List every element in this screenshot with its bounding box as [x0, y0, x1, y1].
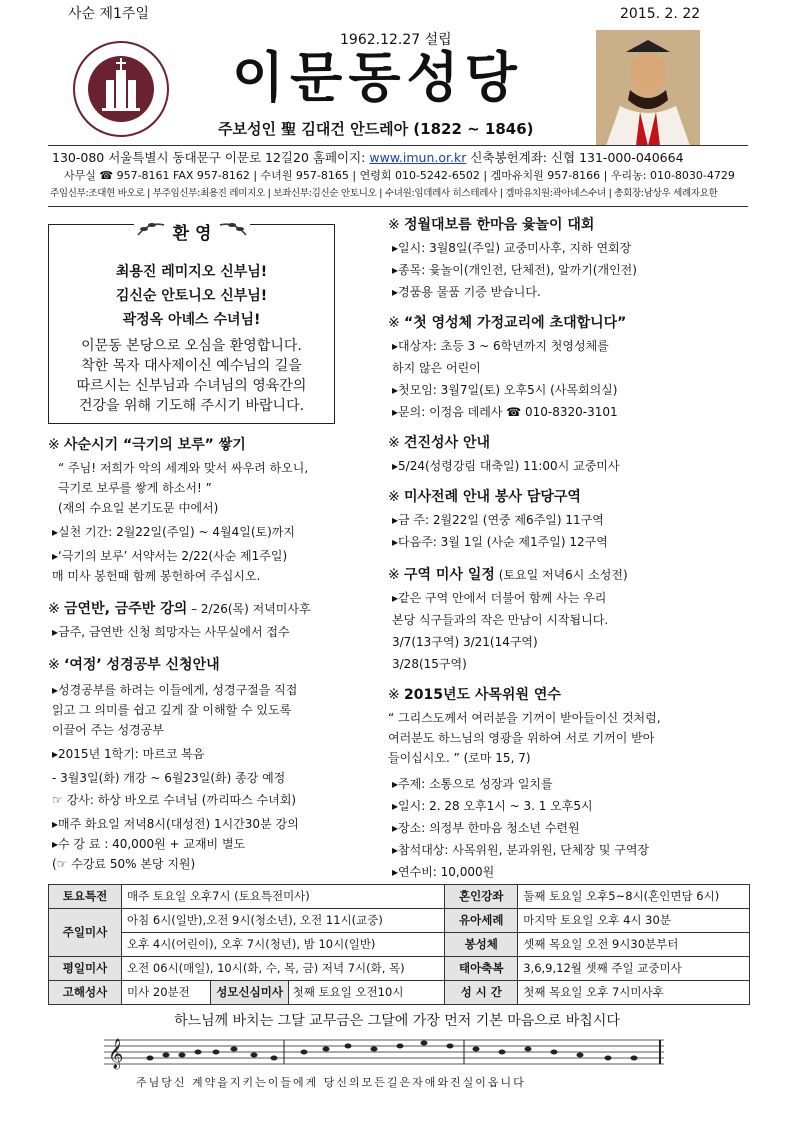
- lent-line-5: ▸‘극기의 보루’ 서약서는 2/22(사순 제1주일): [52, 549, 288, 563]
- welcome-body-2: 착한 목자 대사제이신 예수님의 길을: [81, 358, 302, 374]
- table-label: 성모신심미사: [211, 981, 289, 1004]
- district-line-1: ▸같은 구역 안에서 더불어 함께 사는 우리: [392, 591, 607, 605]
- table-cell: 성 시 간: [445, 981, 518, 1005]
- bible-line-9: (☞ 수강료 50% 본당 지원): [52, 857, 196, 871]
- tithe-motto: 하느님께 바치는 그달 교무금은 그달에 가장 먼저 기본 마음으로 바칩시다: [174, 1013, 620, 1029]
- address: 130-080 서울특별시 동대문구 이문로 12길20 홈페이지:: [52, 150, 370, 165]
- district-line-3: 3/7(13구역) 3/21(14구역): [392, 635, 538, 649]
- council-line-7: ▸참석대상: 사목위원, 분과위원, 단체장 및 구역장: [392, 843, 650, 857]
- table-row: [49, 933, 750, 957]
- confirmation-line-1: ▸5/24(성령강림 대축일) 11:00시 교중미사: [392, 459, 620, 473]
- table-row: [49, 957, 750, 981]
- asterisk-icon: ※: [388, 489, 400, 505]
- table-cell: 매주 토요일 오후7시 (토요특전미사): [122, 885, 445, 909]
- yut-line-3: ▸경품용 물품 기증 받습니다.: [392, 285, 541, 299]
- table-cell: 3,6,9,12월 셋째 주일 교중미사: [518, 957, 750, 981]
- table-cell: 혼인강좌: [445, 885, 518, 909]
- logo-text: [72, 40, 73, 41]
- council-training-title: ※ 2015년도 사목위원 연수: [388, 687, 561, 703]
- table-value: 첫째 토요일 오전10시: [292, 985, 404, 999]
- council-line-1: “ 그리스도께서 여러분을 기꺼이 받아들이신 것처럼,: [388, 711, 661, 725]
- table-cell: 둘째 토요일 오후5~8시(혼인면담 6시): [518, 885, 750, 909]
- district-line-4: 3/28(15구역): [392, 657, 467, 671]
- bible-line-2: 읽고 그 의미를 쉽고 깊게 잘 이해할 수 있도록: [52, 703, 292, 717]
- district-line-2: 본당 식구들과의 작은 만남이 시작됩니다.: [392, 613, 609, 627]
- asterisk-icon: ※: [48, 601, 60, 617]
- phone-line: 사무실 ☎ 957-8161 FAX 957-8162 | 수녀원 957-8165 | 연령회 010-5242-6502 | 겜마유치원 957-8166 | 우리농: 010-8030-4729: [64, 169, 735, 182]
- bible-line-1: ▸성경공부를 하려는 이들에게, 성경구절을 직접: [52, 683, 298, 697]
- table-cell: 미사 20분전: [122, 981, 211, 1005]
- liturgy-line-2: ▸다음주: 3월 1일 (사순 제1주일) 12구역: [392, 535, 608, 549]
- staff-line: 주임신부:조대현 바오로 | 부주임신부:최용진 레미지오 | 보좌신부:김신순 안토니오 | 수녀원:임데레사 히스테레사 | 겜마유치원:곽아녜스수녀 | 총회장:남상우 세례자요한: [50, 188, 718, 199]
- council-line-6: ▸장소: 의정부 한마음 청소년 수련원: [392, 821, 580, 835]
- council-line-2: 여러분도 하느님의 영광을 위하여 서로 기꺼이 받아: [388, 731, 655, 745]
- bible-line-7: ▸매주 화요일 저녁8시(대성전) 1시간30분 강의: [52, 817, 299, 831]
- table-cell: 유아세례: [445, 909, 518, 933]
- communion-line-1: ▸대상자: 초등 3 ~ 6학년까지 첫영성체를: [392, 339, 609, 353]
- lent-line-3: (재의 수요일 본기도문 中에서): [58, 501, 219, 515]
- welcome-body-4: 건강을 위해 기도해 주시기 바랍니다.: [78, 398, 305, 414]
- mass-schedule-table: [48, 884, 750, 1005]
- patron-portrait: [596, 30, 700, 146]
- asterisk-icon: ※: [388, 315, 400, 331]
- issue-date: 2015. 2. 22: [620, 6, 701, 22]
- communion-title: ※ “첫 영성체 가정교리에 초대합니다”: [388, 315, 627, 331]
- welcome-banner: [134, 215, 250, 245]
- table-row: [49, 885, 750, 909]
- asterisk-icon: ※: [388, 435, 400, 451]
- table-cell: 평일미사: [49, 957, 122, 981]
- bible-study-title: ※ ‘여정’ 성경공부 신청안내: [48, 657, 220, 673]
- council-line-4: ▸주제: 소통으로 성장과 일치를: [392, 777, 553, 791]
- hymn-lyrics: 주님당신 계약을지키는이들에게 당신의모든길은자애와진실이옵니다: [136, 1076, 526, 1089]
- table-cell: 봉성체: [445, 933, 518, 957]
- patron-saint: 주보성인 聖 김대건 안드레아 (1822 ~ 1846): [218, 120, 534, 138]
- welcome-name-1: 최용진 레미지오 신부님!: [115, 264, 268, 280]
- asterisk-icon: ※: [48, 657, 60, 673]
- council-line-8: ▸연수비: 10,000원: [392, 865, 495, 879]
- donation-account: 신축봉헌계좌: 신협 131-000-040664: [466, 150, 684, 165]
- yut-line-2: ▸종목: 윷놀이(개인전, 단체전), 알까기(개인전): [392, 263, 637, 277]
- lent-line-1: “ 주님! 저희가 악의 세계와 맞서 싸우려 하오니,: [58, 461, 309, 475]
- quit-smoking-line-1: ▸금주, 금연반 신청 희망자는 사무실에서 접수: [52, 625, 290, 639]
- district-mass-title: ※ 구역 미사 일정 (토요일 저녁6시 소성전): [388, 567, 628, 583]
- welcome-name-3: 곽정옥 아녜스 수녀님!: [122, 312, 261, 328]
- welcome-name-2: 김신순 안토니오 신부님!: [115, 288, 268, 304]
- table-cell: 첫째 목요일 오후 7시미사후: [518, 981, 750, 1005]
- svg-text:𝄞: 𝄞: [108, 1039, 124, 1069]
- table-cell: 셋째 목요일 오전 9시30분부터: [518, 933, 750, 957]
- table-cell: 오후 4시(어린이), 오후 7시(청년), 밤 10시(일반): [122, 933, 445, 957]
- bible-line-5: - 3월3일(화) 개강 ~ 6월23일(화) 종강 예정: [52, 771, 286, 785]
- lent-section-title: ※ 사순시기 “극기의 보루” 쌓기: [48, 437, 246, 453]
- parish-title: 이문동성당: [232, 46, 523, 109]
- yut-line-1: ▸일시: 3월8일(주일) 교중미사후, 지하 연회장: [392, 241, 632, 255]
- table-cell: [211, 981, 445, 1005]
- asterisk-icon: ※: [388, 217, 400, 233]
- yut-game-title: ※ 정월대보름 한마음 윷놀이 대회: [388, 217, 595, 233]
- welcome-title: 환 영: [172, 224, 212, 244]
- quit-smoking-title: ※ 금연반, 금주반 강의 – 2/26(목) 저녁미사후: [48, 601, 311, 617]
- week-label: 사순 제1주일: [68, 6, 149, 22]
- council-line-3: 들이십시오. ” (로마 15, 7): [388, 751, 531, 765]
- lent-line-4: ▸실천 기간: 2월22일(주일) ~ 4월4일(토)까지: [52, 525, 295, 539]
- homepage-link[interactable]: www.imun.or.kr: [369, 150, 467, 165]
- table-cell: 태아축복: [445, 957, 518, 981]
- bible-line-8: ▸수 강 료 : 40,000원 + 교재비 별도: [52, 837, 246, 851]
- lent-line-2: 극기로 보루를 쌓게 하소서! ”: [58, 481, 212, 495]
- table-cell: 아침 6시(일반),오전 9시(청소년), 오전 11시(교중): [122, 909, 445, 933]
- confirmation-title: ※ 견진성사 안내: [388, 435, 491, 451]
- table-cell: 고해성사: [49, 981, 122, 1005]
- asterisk-icon: ※: [48, 437, 60, 453]
- liturgy-duty-title: ※ 미사전례 안내 봉사 담당구역: [388, 489, 581, 505]
- address-line: [52, 150, 684, 166]
- bible-line-4: ▸2015년 1학기: 마르코 복음: [52, 747, 205, 761]
- welcome-body-3: 따르시는 신부님과 수녀님의 영육간의: [76, 378, 307, 394]
- welcome-body-1: 이문동 본당으로 오심을 환영합니다.: [81, 338, 302, 354]
- communion-line-4: ▸문의: 이정음 데레사 ☎ 010-8320-3101: [392, 405, 618, 419]
- table-cell: 마지막 토요일 오후 4시 30분: [518, 909, 750, 933]
- communion-line-3: ▸첫모임: 3월7일(토) 오후5시 (사목회의실): [392, 383, 618, 397]
- asterisk-icon: ※: [388, 567, 400, 583]
- liturgy-line-1: ▸금 주: 2월22일 (연중 제6주일) 11구역: [392, 513, 604, 527]
- asterisk-icon: ※: [388, 687, 400, 703]
- parish-logo: [72, 40, 170, 138]
- table-cell: 오전 06시(매일), 10시(화, 수, 목, 금) 저녁 7시(화, 목): [122, 957, 445, 981]
- founded-date: 1962.12.27 설립: [340, 32, 452, 48]
- lent-line-6: 매 미사 봉헌때 함께 봉헌하여 주십시오.: [52, 569, 261, 583]
- bible-line-3: 이끌어 주는 성경공부: [52, 723, 164, 737]
- welcome-box: [48, 224, 335, 424]
- council-line-5: ▸일시: 2. 28 오후1시 ~ 3. 1 오후5시: [392, 799, 593, 813]
- music-staff: [104, 1032, 664, 1080]
- table-cell: 주일미사: [49, 909, 122, 957]
- communion-line-2: 하지 않은 어린이: [392, 361, 481, 375]
- table-row: [49, 909, 750, 933]
- bible-line-6: ☞ 강사: 하상 바오로 수녀님 (까리따스 수녀회): [52, 793, 297, 807]
- table-cell: 토요특전: [49, 885, 122, 909]
- table-row: [49, 981, 750, 1005]
